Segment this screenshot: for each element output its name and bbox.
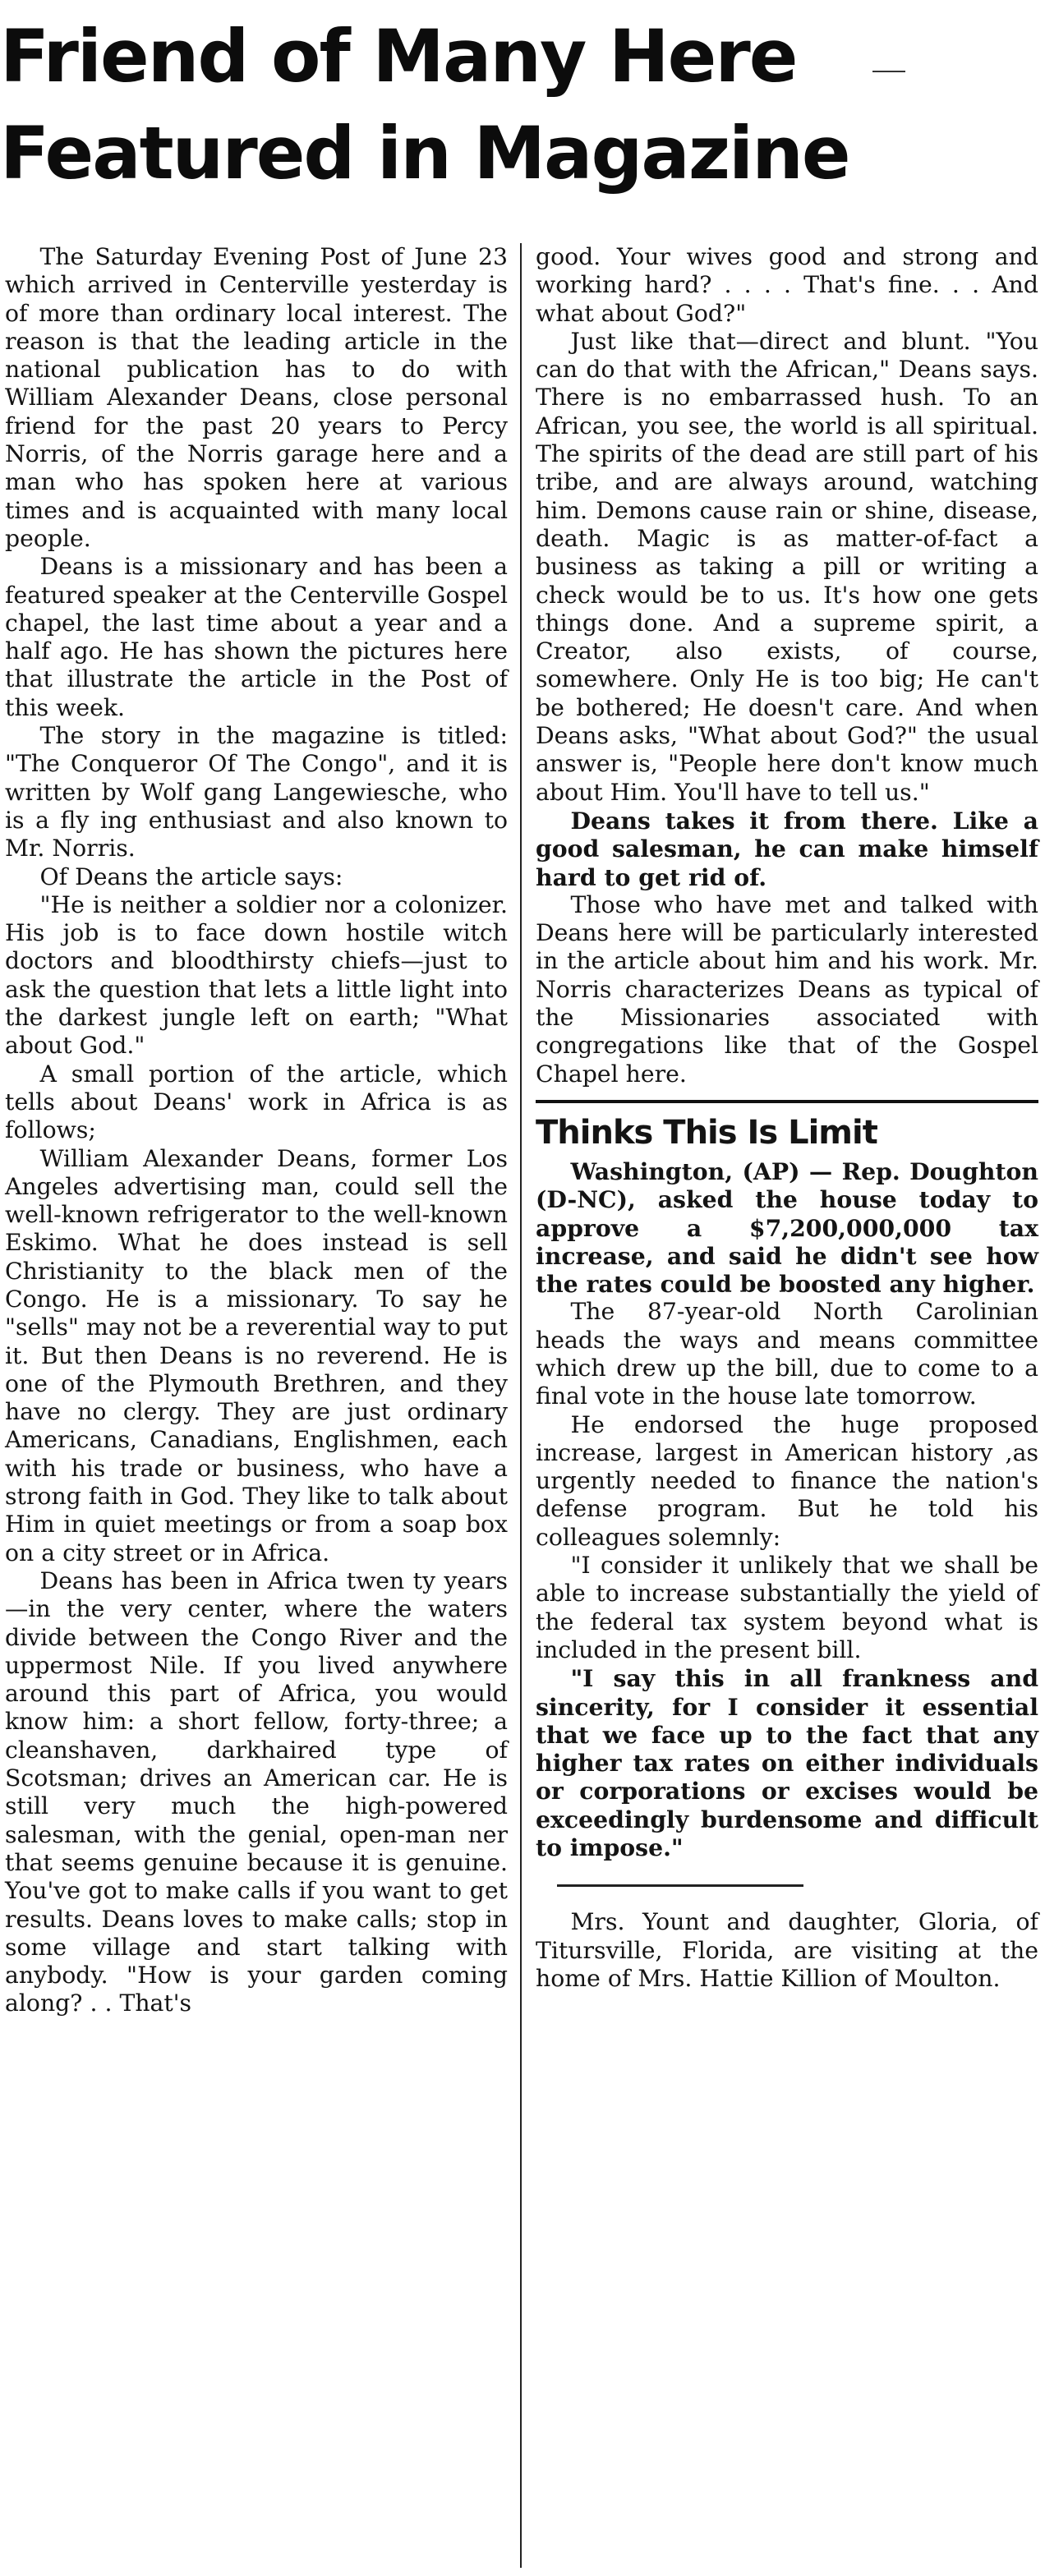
brief-paragraph: "I consider it unlikely that we shall be able to increase substantially the yield of the federal tax system beyond what is included in the present bill. xyxy=(536,1552,1038,1663)
story-separator xyxy=(536,1100,1038,1103)
article-paragraph: The story in the magazine is titled: "The Conqueror Of The Congo", and it is written by Wolf gang Langewiesche, who is a fly ing enthusiast and also known to Mr. Norris. xyxy=(5,722,508,862)
article-paragraph: Of Deans the article says: xyxy=(39,862,343,890)
article-paragraph: Deans is a missionary and has been a featured speaker at the Centerville Gospel chapel, the last time about a year and a half ago. He has shown the pictures here that illustrate the article in the Post of this week. xyxy=(5,553,508,721)
left-column xyxy=(5,243,508,2018)
headline-line-1: Friend of Many Here xyxy=(0,14,797,99)
article-paragraph: Just like that—direct and blunt. "You can do that with the African," Deans says. There is no embarrassed hush. To an African, you see, the world is all spiritual. The spirits of the dead are still part of his tribe, and are always around, watching him. Demons cause rain or shine, disease, death. Magic is as matter-of-fact a business as taking a pill or writing a check would be to us. It's how one gets things done. And a supreme spirit, a Creator, also exists, of course, somewhere. Only He is too big; He can't be bothered; He doesn't care. And when Deans asks, "What about God?" the usual answer is, "People here don't know much about Him. You'll have to tell us." xyxy=(536,327,1038,806)
article-paragraph: "He is neither a soldier nor a colonizer. His job is to face down hostile witch doctors and bloodthirsty chiefs—just to ask the question that lets a little light into the darkest jungle left on earth; "What about God." xyxy=(5,890,508,1060)
article-paragraph: Those who have met and talked with Deans here will be particularly interested in the article about him and his work. Mr. Norris characterizes Deans as typical of the Missionaries associated with congregations like that of the Gospel Chapel here. xyxy=(536,890,1038,1088)
headline-rule xyxy=(872,71,905,72)
brief-paragraph: "I say this in all frankness and sincerity, for I consider it essential that we face up to the fact that any higher tax rates on either individuals or corporations or excises would be exceedingly burdensome and difficult to impose." xyxy=(536,1664,1038,1862)
article-paragraph: good. Your wives good and strong and working hard? . . . . That's fine. . . And what about God?" xyxy=(536,243,1038,327)
column-divider xyxy=(520,243,522,2568)
headline-line-2: Featured in Magazine xyxy=(0,111,849,196)
article-paragraph: The Saturday Evening Post of June 23 which arrived in Centerville yesterday is of more than ordinary local interest. The reason is that the leading article in the national publication has to do with William Alexander Deans, close personal friend for the past 20 years to Percy Norris, of the Norris garage here and a man who has spoken here at various times and is acquainted with many local people. xyxy=(5,243,508,552)
item-separator xyxy=(557,1884,803,1887)
article-paragraph: Deans takes it from there. Like a good salesman, he can make himself hard to get rid of. xyxy=(536,806,1038,891)
article-paragraph: William Alexander Deans, former Los Angeles advertising man, could sell the well-known refrigerator to the well-known Eskimo. What he does instead is sell Christianity to the black men of the Congo. He is a missionary. To say he "sells" may not be a reverential way to put it. But then Deans is no reverend. He is one of the Plymouth Brethren, and they have no clergy. They are just ordinary Americans, Canadians, Englishmen, each with his trade or business, who have a strong faith in God. They like to talk about Him in quiet meetings or from a soap box on a city street or in Africa. xyxy=(5,1144,508,1566)
article-paragraph: Deans has been in Africa twen ty years—in the very center, where the waters divide between the Congo River and the uppermost Nile. If you lived anywhere around this part of Africa, you would know him: a short fellow, forty-three; a cleanshaven, darkhaired type of Scotsman; drives an American car. He is still very much the high-powered salesman, with the genial, open-man ner that seems genuine because it is genuine. You've got to make calls if you want to get results. Deans loves to make calls; stop in some village and start talking with anybody. "How is your garden coming along? . . That's xyxy=(5,1566,508,2017)
headline xyxy=(0,8,1045,202)
brief-paragraph: He endorsed the huge proposed increase, largest in American history ,as urgently needed to finance the nation's defense program. But he told his colleagues solemnly: xyxy=(536,1410,1038,1551)
article-paragraph: A small portion of the article, which tells about Deans' work in Africa is as follows; xyxy=(5,1060,508,1144)
brief-headline: Thinks This Is Limit xyxy=(536,1113,877,1152)
brief-paragraph: Washington, (AP) — Rep. Doughton (D-NC), asked the house today to approve a $7,200,000,000 tax increase, and said he didn't see how the rates could be boosted any higher. xyxy=(536,1157,1038,1299)
brief-paragraph: The 87-year-old North Carolinian heads the ways and means committee which drew up the bill, due to come to a final vote in the house late tomorrow. xyxy=(536,1298,1038,1410)
personal-item: Mrs. Yount and daughter, Gloria, of Titursville, Florida, are visiting at the home of Mrs. Hattie Killion of Moulton. xyxy=(536,1908,1038,1992)
right-column xyxy=(536,243,1038,1993)
